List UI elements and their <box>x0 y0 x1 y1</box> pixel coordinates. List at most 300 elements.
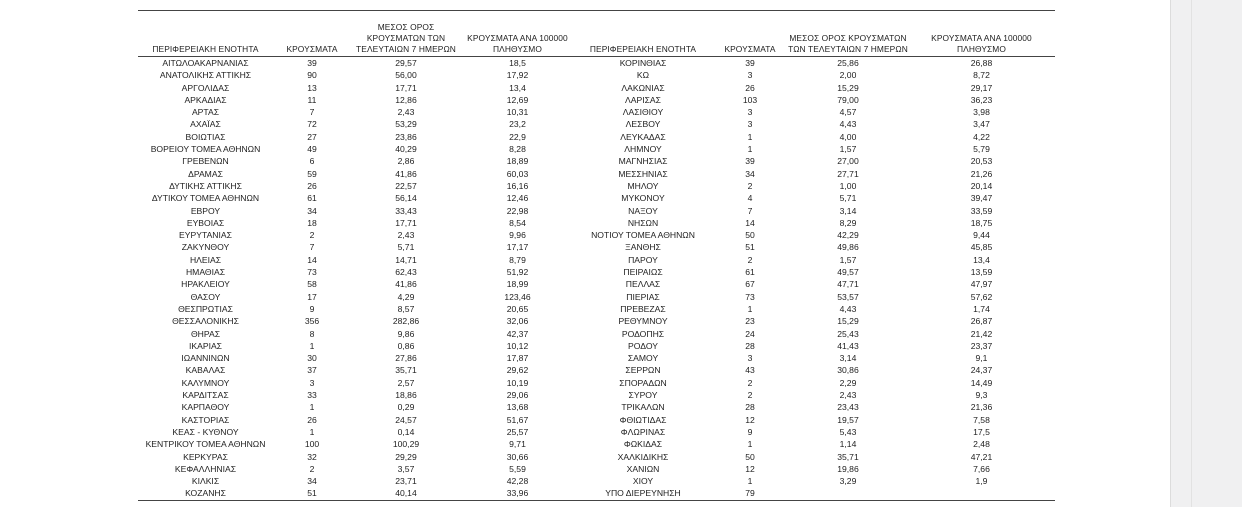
cell-per100k-left: 22,98 <box>506 205 529 216</box>
cell-per100k-right: 20,14 <box>970 180 993 191</box>
cell-per100k-left: 51,92 <box>506 267 529 278</box>
cell-cases-left: 61 <box>307 193 317 204</box>
table-row <box>138 303 1055 315</box>
cell-region-left: ΑΙΤΩΛΟΑΚΑΡΝΑΝΙΑΣ <box>162 58 249 68</box>
cell-per100k-right: 45,85 <box>970 242 993 253</box>
cell-region-right: ΠΡΕΒΕΖΑΣ <box>620 303 666 314</box>
cell-avg7-left: 41,86 <box>395 279 417 290</box>
cell-avg7-right: 42,29 <box>837 230 859 241</box>
table-row <box>138 82 1055 94</box>
cell-region-right: ΛΗΜΝΟΥ <box>624 144 662 155</box>
cell-per100k-left: 18,5 <box>509 58 526 68</box>
cell-per100k-left: 18,99 <box>506 279 529 290</box>
cell-region-left: ΔΥΤΙΚΗΣ ΑΤΤΙΚΗΣ <box>169 180 242 191</box>
cell-region-left: ΕΥΡΥΤΑΝΙΑΣ <box>179 230 232 241</box>
cell-cases-right: 50 <box>745 451 755 462</box>
cell-per100k-right: 14,49 <box>970 377 993 388</box>
cell-region-left: ΗΡΑΚΛΕΙΟΥ <box>181 279 230 290</box>
table-row <box>138 364 1055 376</box>
cell-cases-left: 27 <box>307 131 317 142</box>
cell-avg7-left: 12,86 <box>395 94 417 105</box>
cell-per100k-right: 2,48 <box>973 439 990 450</box>
table-row <box>138 291 1055 303</box>
cell-avg7-left: 29,57 <box>395 58 417 68</box>
header-avg7-right: ΜΕΣΟΣ ΟΡΟΣ ΚΡΟΥΣΜΑΤΩΝ ΤΩΝ ΤΕΛΕΥΤΑΙΩΝ 7 ΗΜΕΡΩΝ <box>788 33 908 54</box>
cell-per100k-right: 13,59 <box>970 267 993 278</box>
cell-avg7-left: 40,29 <box>395 144 417 155</box>
table-row <box>138 352 1055 364</box>
cell-region-right: ΣΕΡΡΩΝ <box>625 365 661 376</box>
cell-cases-right: 28 <box>745 402 755 413</box>
table-row <box>138 487 1055 500</box>
cell-cases-left: 18 <box>307 217 317 228</box>
cell-cases-left: 1 <box>309 340 315 351</box>
cell-avg7-right: 49,86 <box>837 242 859 253</box>
cell-region-right: ΚΩ <box>636 70 650 81</box>
cell-per100k-left: 13,4 <box>509 82 526 93</box>
cell-region-right: ΡΟΔΟΥ <box>628 340 658 351</box>
cell-cases-right: 3 <box>747 119 753 130</box>
cell-per100k-right: 36,23 <box>970 94 993 105</box>
cell-avg7-right: 49,57 <box>837 267 859 278</box>
cell-region-right: ΦΘΙΩΤΙΔΑΣ <box>619 414 667 425</box>
cell-region-left: ΔΥΤΙΚΟΥ ΤΟΜΕΑ ΑΘΗΝΩΝ <box>151 193 260 204</box>
cell-cases-right: 3 <box>747 353 753 364</box>
cell-per100k-left: 16,16 <box>506 180 529 191</box>
cell-avg7-left: 24,57 <box>395 414 417 425</box>
cell-per100k-left: 33,96 <box>506 488 529 499</box>
cell-avg7-left: 53,29 <box>395 119 417 130</box>
cell-per100k-right: 47,21 <box>970 451 993 462</box>
cell-avg7-right: 4,57 <box>839 107 857 118</box>
cell-per100k-right: 7,66 <box>973 463 990 474</box>
cell-avg7-left: 22,57 <box>395 180 417 191</box>
cell-per100k-right: 1,9 <box>975 476 988 487</box>
table-row <box>138 131 1055 143</box>
cell-avg7-right: 23,43 <box>837 402 859 413</box>
cell-per100k-left: 9,96 <box>509 230 526 241</box>
table-row <box>138 106 1055 118</box>
cell-region-left: ΗΜΑΘΙΑΣ <box>185 267 226 278</box>
cell-region-left: ΚΑΛΥΜΝΟΥ <box>181 377 230 388</box>
cell-avg7-right: 5,71 <box>839 193 857 204</box>
cell-avg7-right: 15,29 <box>837 316 859 327</box>
cell-cases-right: 3 <box>747 70 753 81</box>
cell-cases-left: 100 <box>304 439 320 450</box>
cell-region-right: ΛΑΡΙΣΑΣ <box>625 94 661 105</box>
cell-cases-left: 3 <box>309 377 315 388</box>
cell-cases-right: 51 <box>745 242 755 253</box>
cell-per100k-left: 13,68 <box>506 402 529 413</box>
header-region-left: ΠΕΡΙΦΕΡΕΙΑΚΗ ΕΝΟΤΗΤΑ <box>152 44 259 54</box>
cell-cases-right: 12 <box>745 414 755 425</box>
cell-avg7-right: 8,29 <box>839 217 857 228</box>
cell-per100k-left: 32,06 <box>506 316 529 327</box>
table-row <box>138 463 1055 475</box>
cell-per100k-right: 23,37 <box>970 340 993 351</box>
cell-avg7-left: 2,43 <box>397 107 415 118</box>
cell-avg7-left: 8,57 <box>397 303 415 314</box>
table-row <box>138 254 1055 266</box>
cell-per100k-left: 20,65 <box>506 303 529 314</box>
cell-region-left: ΑΡΚΑΔΙΑΣ <box>184 94 227 105</box>
table-row <box>138 69 1055 81</box>
cell-region-left: ΘΑΣΟΥ <box>190 291 221 302</box>
cell-region-left: ΑΡΤΑΣ <box>191 107 220 118</box>
cell-per100k-right: 9,3 <box>975 390 988 401</box>
cell-avg7-right: 1,00 <box>839 180 857 191</box>
cell-per100k-right: 1,74 <box>973 303 990 314</box>
cell-per100k-left: 42,37 <box>506 328 529 339</box>
cell-per100k-left: 17,87 <box>506 353 529 364</box>
cell-per100k-left: 123,46 <box>504 291 531 302</box>
cell-avg7-right: 1,57 <box>839 144 857 155</box>
cell-avg7-right: 3,14 <box>839 205 857 216</box>
cell-avg7-left: 62,43 <box>395 267 417 278</box>
cell-cases-right: 1 <box>747 144 753 155</box>
cell-per100k-left: 51,67 <box>506 414 529 425</box>
cell-cases-right: 2 <box>747 180 753 191</box>
table-row <box>138 475 1055 487</box>
cell-avg7-left: 40,14 <box>395 488 417 499</box>
cell-region-right: ΥΠΟ ΔΙΕΡΕΥΝΗΣΗ <box>605 488 681 499</box>
cell-per100k-left: 5,59 <box>509 463 526 474</box>
cell-per100k-left: 60,03 <box>506 168 529 179</box>
cell-region-left: ΘΕΣΣΑΛΟΝΙΚΗΣ <box>172 316 239 327</box>
cell-cases-left: 51 <box>307 488 317 499</box>
cell-avg7-right: 79,00 <box>837 94 859 105</box>
panel-edge-divider <box>1191 0 1192 507</box>
cell-region-right: ΜΕΣΣΗΝΙΑΣ <box>618 168 668 179</box>
cell-cases-right: 43 <box>745 365 755 376</box>
cell-cases-right: 39 <box>745 156 755 167</box>
cell-per100k-right: 9,44 <box>973 230 990 241</box>
cell-region-left: ΗΛΕΙΑΣ <box>189 254 222 265</box>
cell-cases-left: 37 <box>307 365 317 376</box>
table-row <box>138 377 1055 389</box>
cell-per100k-left: 9,71 <box>509 439 526 450</box>
cell-region-right: ΛΑΚΩΝΙΑΣ <box>621 82 665 93</box>
cell-per100k-right: 18,75 <box>970 217 993 228</box>
cell-per100k-right: 8,72 <box>973 70 990 81</box>
cell-avg7-left: 17,71 <box>395 217 417 228</box>
cell-cases-right: 3 <box>747 107 753 118</box>
cell-cases-left: 9 <box>309 303 315 314</box>
table-row <box>138 192 1055 204</box>
table-row <box>138 57 1055 70</box>
cell-per100k-left: 8,54 <box>509 217 526 228</box>
cell-avg7-left: 23,86 <box>395 131 417 142</box>
cell-avg7-right: 2,43 <box>839 390 857 401</box>
cell-cases-left: 2 <box>309 463 315 474</box>
cell-avg7-right: 35,71 <box>837 451 859 462</box>
cell-avg7-left: 2,43 <box>397 230 415 241</box>
cell-per100k-left: 25,57 <box>506 426 529 437</box>
cell-cases-left: 26 <box>307 414 317 425</box>
cell-region-left: ΚΑΒΑΛΑΣ <box>185 365 226 376</box>
cell-region-right: ΡΟΔΟΠΗΣ <box>621 328 665 339</box>
cell-region-right: ΛΑΣΙΘΙΟΥ <box>622 107 664 118</box>
cell-cases-left: 2 <box>309 230 315 241</box>
header-region-right: ΠΕΡΙΦΕΡΕΙΑΚΗ ΕΝΟΤΗΤΑ <box>589 44 697 54</box>
cell-region-left: ΕΒΡΟΥ <box>190 205 221 216</box>
cell-per100k-right: 3,47 <box>973 119 990 130</box>
cell-per100k-left: 29,62 <box>506 365 529 376</box>
cell-cases-left: 33 <box>307 390 317 401</box>
header-row <box>138 11 1055 57</box>
cell-cases-right: 1 <box>747 439 753 450</box>
cell-cases-left: 49 <box>307 144 317 155</box>
cell-cases-right: 14 <box>745 217 755 228</box>
cell-cases-right: 24 <box>745 328 755 339</box>
cell-region-left: ΚΑΡΔΙΤΣΑΣ <box>182 390 229 401</box>
table-row <box>138 94 1055 106</box>
cell-cases-left: 17 <box>307 291 317 302</box>
cell-region-left: ΙΚΑΡΙΑΣ <box>188 340 222 351</box>
cell-cases-left: 356 <box>304 316 320 327</box>
cell-per100k-left: 10,19 <box>506 377 529 388</box>
cell-region-right: ΝΗΣΩΝ <box>627 217 659 228</box>
cell-cases-left: 14 <box>307 254 317 265</box>
cell-region-right: ΦΛΩΡΙΝΑΣ <box>620 426 666 437</box>
cell-region-right: ΞΑΝΘΗΣ <box>625 242 661 253</box>
cell-cases-right: 39 <box>745 58 755 68</box>
cell-region-left: ΚΑΣΤΟΡΙΑΣ <box>181 414 230 425</box>
cell-per100k-right: 3,98 <box>973 107 990 118</box>
cell-region-right: ΠΕΙΡΑΙΩΣ <box>623 267 663 278</box>
cell-per100k-right: 7,58 <box>973 414 990 425</box>
cell-cases-right: 73 <box>745 291 755 302</box>
cell-region-right: ΣΠΟΡΑΔΩΝ <box>619 377 667 388</box>
cell-per100k-left: 8,79 <box>509 254 526 265</box>
cell-cases-right: 4 <box>747 193 753 204</box>
table-row <box>138 118 1055 130</box>
cell-region-left: ΘΕΣΠΡΩΤΙΑΣ <box>178 303 233 314</box>
cell-avg7-right: 2,29 <box>839 377 857 388</box>
cell-per100k-right: 21,26 <box>970 168 993 179</box>
cell-cases-right: 2 <box>747 377 753 388</box>
cell-avg7-left: 282,86 <box>392 316 420 327</box>
table-row <box>138 229 1055 241</box>
cell-region-left: ΑΝΑΤΟΛΙΚΗΣ ΑΤΤΙΚΗΣ <box>159 70 252 81</box>
cell-avg7-left: 29,29 <box>395 451 417 462</box>
cell-region-right: ΛΕΣΒΟΥ <box>625 119 661 130</box>
cell-per100k-left: 8,28 <box>509 144 526 155</box>
cell-cases-left: 1 <box>309 426 315 437</box>
cell-region-left: ΔΡΑΜΑΣ <box>188 168 223 179</box>
cell-region-left: ΚΕΑΣ - ΚΥΘΝΟΥ <box>172 426 239 437</box>
cell-cases-right: 103 <box>742 94 758 105</box>
cell-region-right: ΧΙΟΥ <box>632 476 654 487</box>
cell-avg7-right: 4,43 <box>839 303 857 314</box>
cell-cases-left: 34 <box>307 205 317 216</box>
cell-cases-left: 30 <box>307 353 317 364</box>
cell-per100k-left: 10,12 <box>506 340 529 351</box>
cell-cases-left: 59 <box>307 168 317 179</box>
cell-per100k-left: 42,28 <box>506 476 529 487</box>
cell-avg7-left: 0,29 <box>397 402 415 413</box>
cell-per100k-right: 57,62 <box>970 291 993 302</box>
cell-cases-left: 7 <box>309 107 315 118</box>
cell-per100k-right: 26,88 <box>970 58 993 68</box>
cell-cases-right: 50 <box>745 230 755 241</box>
header-per100k-right: ΚΡΟΥΣΜΑΤΑ ΑΝΑ 100000 ΠΛΗΘΥΣΜΟ <box>931 33 1032 54</box>
cell-per100k-right: 29,17 <box>970 82 993 93</box>
cell-region-right: ΣΥΡΟΥ <box>628 390 658 401</box>
cell-avg7-left: 17,71 <box>395 82 417 93</box>
cell-region-left: ΚΕΦΑΛΛΗΝΙΑΣ <box>174 463 237 474</box>
table-row <box>138 143 1055 155</box>
cell-per100k-right: 20,53 <box>970 156 993 167</box>
cell-avg7-right: 19,86 <box>837 463 859 474</box>
cell-cases-left: 6 <box>309 156 315 167</box>
cell-region-right: ΠΑΡΟΥ <box>628 254 658 265</box>
cell-per100k-right: 4,22 <box>973 131 990 142</box>
cell-cases-left: 7 <box>309 242 315 253</box>
cell-cases-left: 73 <box>307 267 317 278</box>
table-row <box>138 426 1055 438</box>
cell-cases-right: 2 <box>747 254 753 265</box>
cell-avg7-right: 47,71 <box>837 279 859 290</box>
cell-avg7-right: 41,43 <box>837 340 859 351</box>
cell-cases-left: 8 <box>309 328 315 339</box>
table-row <box>138 278 1055 290</box>
cell-avg7-right: 25,43 <box>837 328 859 339</box>
cell-cases-right: 34 <box>745 168 755 179</box>
cell-avg7-left: 0,14 <box>397 426 415 437</box>
cell-cases-left: 72 <box>307 119 317 130</box>
cell-avg7-left: 0,86 <box>397 340 415 351</box>
cell-cases-left: 1 <box>309 402 315 413</box>
cell-avg7-left: 100,29 <box>392 439 420 450</box>
cell-avg7-left: 3,57 <box>397 463 415 474</box>
cell-cases-left: 26 <box>307 180 317 191</box>
cell-region-right: ΦΩΚΙΔΑΣ <box>623 439 663 450</box>
table-row <box>138 266 1055 278</box>
table-row <box>138 328 1055 340</box>
cell-avg7-left: 56,14 <box>395 193 417 204</box>
cell-avg7-right: 27,00 <box>837 156 859 167</box>
cell-cases-right: 9 <box>747 426 753 437</box>
cell-per100k-right: 26,87 <box>970 316 993 327</box>
cell-avg7-left: 9,86 <box>397 328 415 339</box>
header-cases-right: ΚΡΟΥΣΜΑΤΑ <box>724 44 776 54</box>
cell-per100k-left: 17,92 <box>506 70 529 81</box>
cell-avg7-left: 41,86 <box>395 168 417 179</box>
cell-region-left: ΙΩΑΝΝΙΝΩΝ <box>181 353 230 364</box>
cell-cases-left: 32 <box>307 451 317 462</box>
cell-region-left: ΚΕΝΤΡΙΚΟΥ ΤΟΜΕΑ ΑΘΗΝΩΝ <box>145 439 266 450</box>
cell-avg7-left: 23,71 <box>395 476 417 487</box>
cell-cases-left: 13 <box>307 82 317 93</box>
cell-cases-right: 1 <box>747 476 753 487</box>
cell-avg7-right: 1,57 <box>839 254 857 265</box>
cell-avg7-right: 53,57 <box>837 291 859 302</box>
cell-avg7-right: 4,00 <box>839 131 857 142</box>
cell-region-left: ΖΑΚΥΝΘΟΥ <box>181 242 230 253</box>
cell-region-right: ΝΑΞΟΥ <box>628 205 658 216</box>
cell-per100k-right: 9,1 <box>975 353 988 364</box>
cell-avg7-right: 1,14 <box>839 439 857 450</box>
cell-per100k-right: 33,59 <box>970 205 993 216</box>
cell-region-left: ΚΑΡΠΑΘΟΥ <box>181 402 230 413</box>
table-row <box>138 389 1055 401</box>
cell-avg7-left: 33,43 <box>395 205 417 216</box>
cell-per100k-right: 17,5 <box>973 426 990 437</box>
cell-avg7-right: 30,86 <box>837 365 859 376</box>
table-row <box>138 180 1055 192</box>
cell-region-right: ΛΕΥΚΑΔΑΣ <box>620 131 666 142</box>
table-row <box>138 340 1055 352</box>
cell-region-right: ΧΑΝΙΩΝ <box>626 463 660 474</box>
cell-region-right: ΤΡΙΚΑΛΩΝ <box>621 402 665 413</box>
cell-region-right: ΧΑΛΚΙΔΙΚΗΣ <box>617 451 669 462</box>
cell-avg7-left: 56,00 <box>395 70 417 81</box>
cell-per100k-right: 47,97 <box>970 279 993 290</box>
cell-per100k-right: 39,47 <box>970 193 993 204</box>
document-page <box>138 10 1055 501</box>
right-margin-panel <box>1170 0 1242 507</box>
cell-avg7-left: 2,57 <box>397 377 415 388</box>
cell-region-right: ΝΟΤΙΟΥ ΤΟΜΕΑ ΑΘΗΝΩΝ <box>591 230 695 241</box>
cell-per100k-right: 24,37 <box>970 365 993 376</box>
table-row <box>138 315 1055 327</box>
cell-avg7-left: 35,71 <box>395 365 417 376</box>
cell-per100k-right <box>908 487 1055 500</box>
table-row <box>138 168 1055 180</box>
cell-cases-left: 34 <box>307 476 317 487</box>
cell-avg7-right: 19,57 <box>837 414 859 425</box>
cell-cases-right: 28 <box>745 340 755 351</box>
cell-per100k-right: 21,42 <box>970 328 993 339</box>
table-row <box>138 217 1055 229</box>
cell-region-right: ΠΕΛΛΑΣ <box>625 279 661 290</box>
cell-per100k-left: 23,2 <box>509 119 526 130</box>
cell-cases-left: 11 <box>307 94 317 105</box>
cell-region-right: ΚΟΡΙΝΘΙΑΣ <box>619 58 667 68</box>
cell-cases-left: 58 <box>307 279 317 290</box>
cell-cases-right: 61 <box>745 267 755 278</box>
cell-region-left: ΚΕΡΚΥΡΑΣ <box>183 451 228 462</box>
table-row <box>138 241 1055 253</box>
cases-table <box>138 11 1055 501</box>
cell-cases-right: 2 <box>747 390 753 401</box>
cell-avg7-left: 2,86 <box>397 156 415 167</box>
cell-region-left: ΕΥΒΟΙΑΣ <box>186 217 225 228</box>
cell-region-left: ΘΗΡΑΣ <box>190 328 221 339</box>
cell-avg7-right: 2,00 <box>839 70 857 81</box>
cell-avg7-left: 4,29 <box>397 291 415 302</box>
table-row <box>138 401 1055 413</box>
cell-region-right: ΜΥΚΟΝΟΥ <box>621 193 665 204</box>
cell-per100k-left: 12,46 <box>506 193 529 204</box>
cell-per100k-left: 18,89 <box>506 156 529 167</box>
cell-region-left: ΒΟΙΩΤΙΑΣ <box>185 131 226 142</box>
cell-per100k-left: 12,69 <box>506 94 529 105</box>
cell-region-right: ΣΑΜΟΥ <box>627 353 659 364</box>
cell-region-left: ΚΙΛΚΙΣ <box>191 476 220 487</box>
table-row <box>138 438 1055 450</box>
cell-region-right: ΠΙΕΡΙΑΣ <box>626 291 660 302</box>
cell-cases-right: 1 <box>747 131 753 142</box>
cell-region-left: ΑΡΓΟΛΙΔΑΣ <box>181 82 230 93</box>
cell-per100k-left: 17,17 <box>506 242 529 253</box>
cell-per100k-right: 5,79 <box>973 144 990 155</box>
cell-avg7-right: 25,86 <box>837 58 859 68</box>
cell-per100k-right: 13,4 <box>973 254 990 265</box>
cell-per100k-left: 10,31 <box>506 107 529 118</box>
cell-avg7-left: 14,71 <box>395 254 417 265</box>
